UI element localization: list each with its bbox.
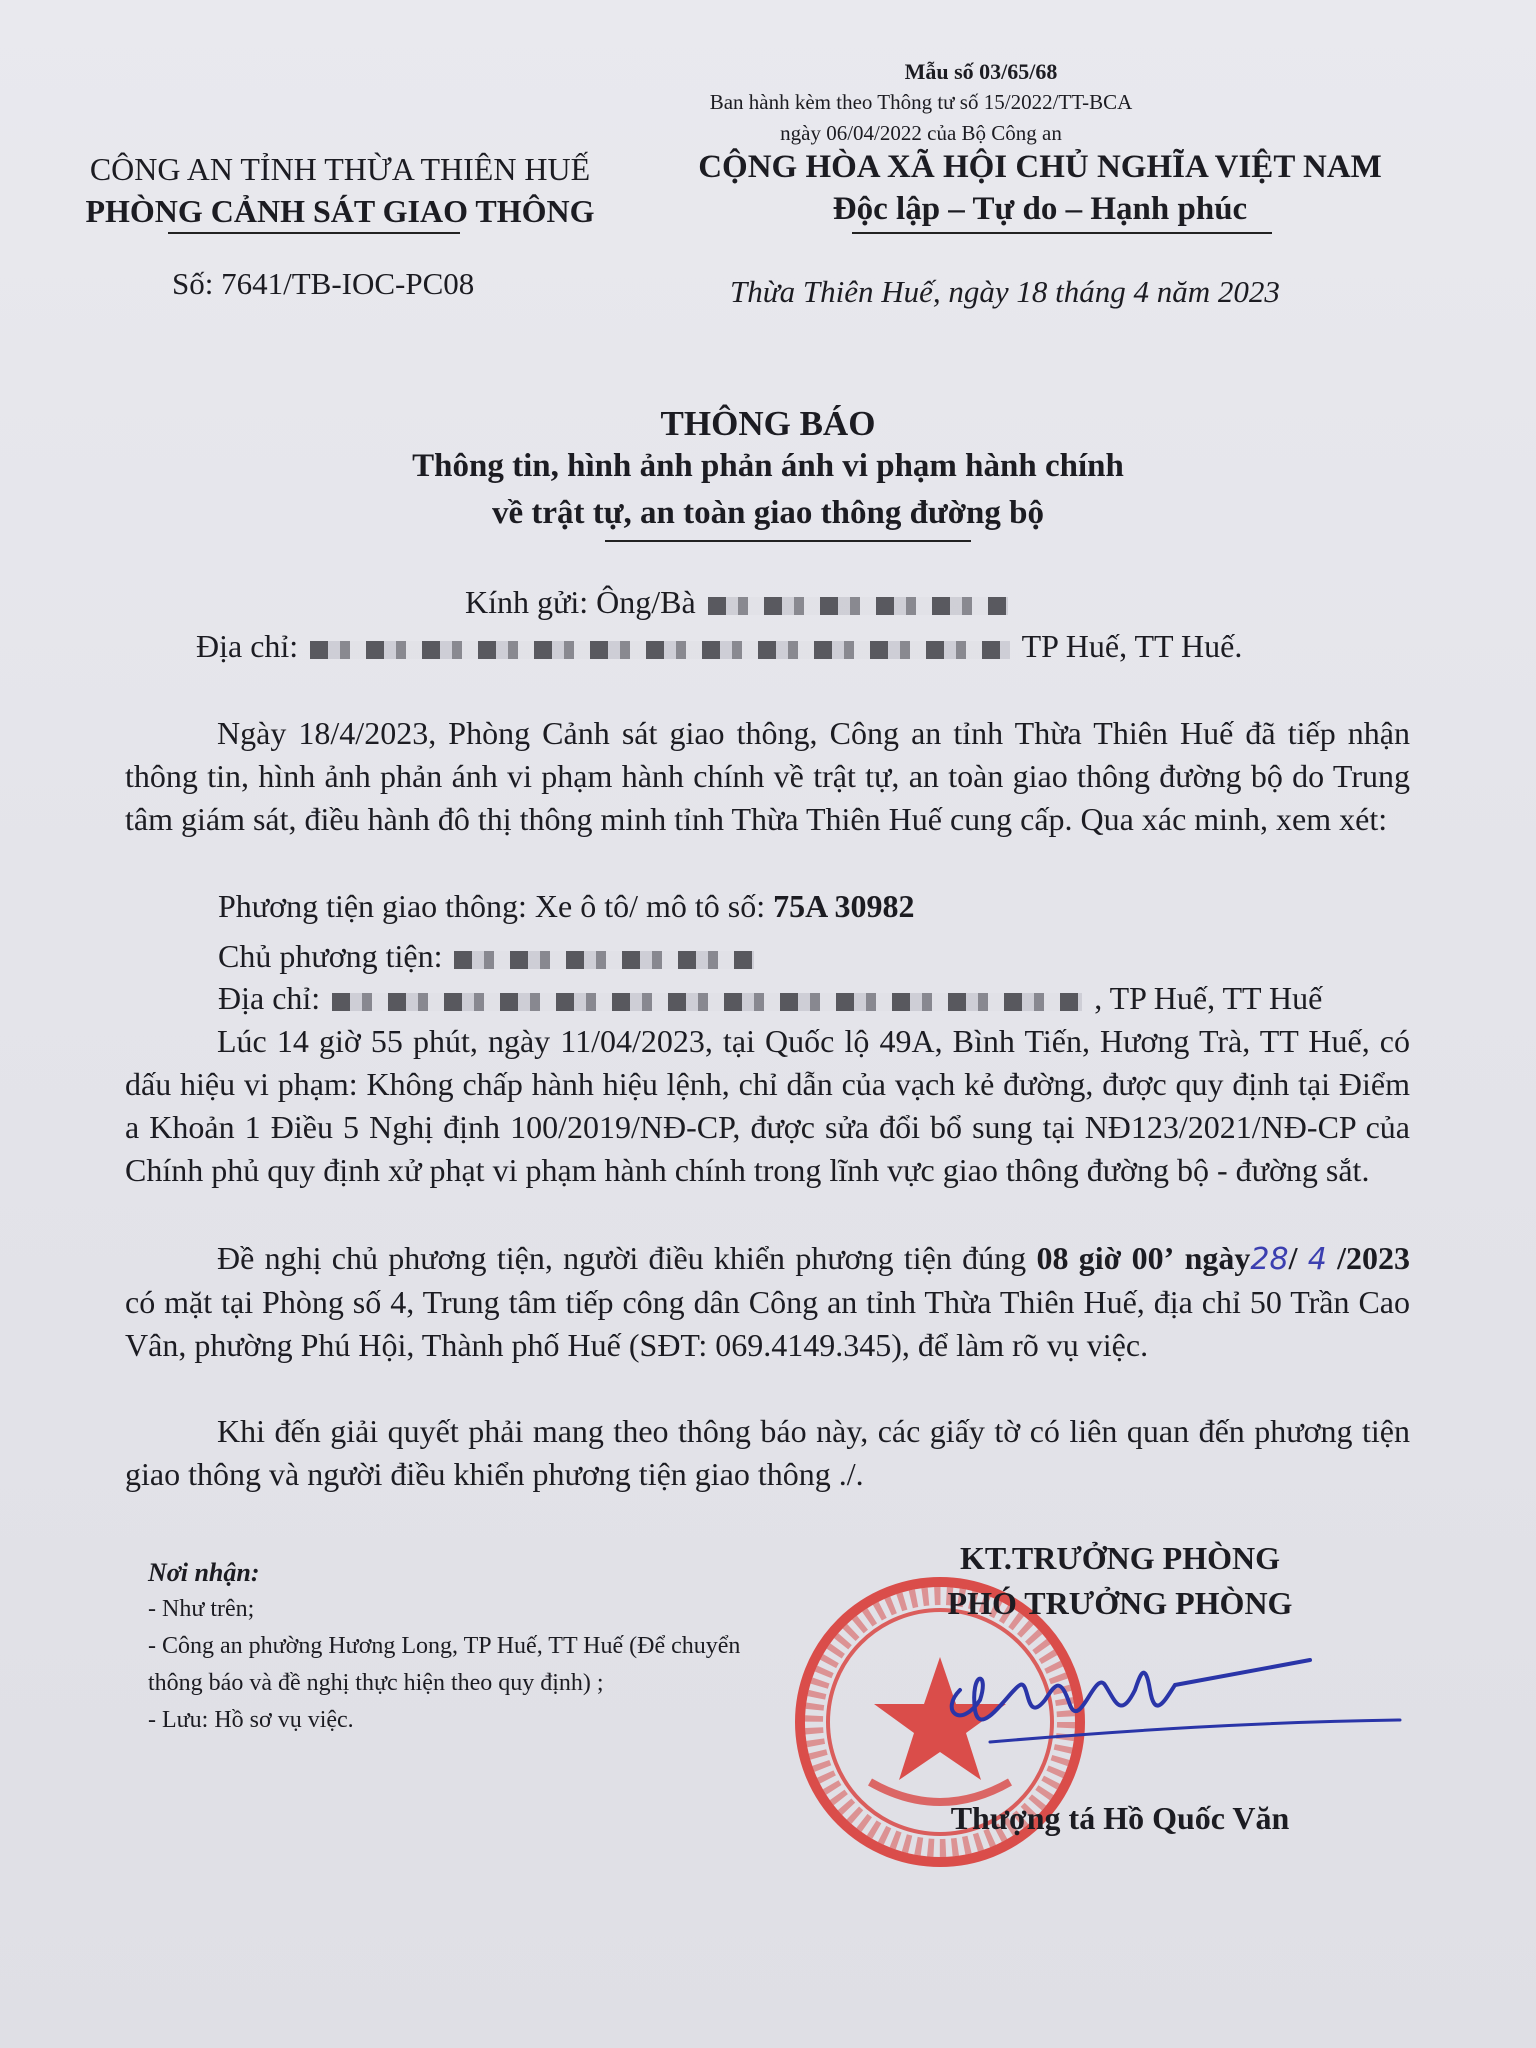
p3-day-label: ngày (1184, 1240, 1251, 1276)
addressee-label: Kính gửi: Ông/Bà (465, 584, 696, 620)
form-number: Mẫu số 03/65/68 (904, 59, 1058, 84)
handwritten-month: 4 (1307, 1242, 1327, 1277)
recipients-block (148, 1554, 748, 1739)
owner-address-label: Địa chỉ: (218, 980, 321, 1016)
notice-subtitle-1: Thông tin, hình ảnh phản ánh vi phạm hành chính (412, 448, 1124, 484)
title-underline (605, 540, 971, 542)
p3-time: 08 giờ 00’ (1036, 1240, 1175, 1276)
body-paragraph-3: Đề nghị chủ phương tiện, người điều khiển phương tiện đúng 08 giờ 00’ ngày28/ 4 /2023 có mặt tại Phòng số 4, Trung tâm tiếp công dân Công an tỉnh Thừa Thiên Huế, địa chỉ 50 Trần Cao Vân, phường Phú Hội, Thành phố Huế (SĐT: 069.4149.345), để làm rõ vụ việc. (125, 1240, 1411, 1363)
redacted-address (310, 641, 1010, 659)
state-header (660, 146, 1420, 230)
addressee-address-line (196, 628, 1242, 665)
state-name: CỘNG HÒA XÃ HỘI CHỦ NGHĨA VIỆT NAM (698, 149, 1382, 185)
address-label: Địa chỉ: (196, 628, 299, 664)
agency-header (40, 148, 640, 232)
body-paragraph-2: Lúc 14 giờ 55 phút, ngày 11/04/2023, tại Quốc lộ 49A, Bình Tiến, Hương Trà, TT Huế, có dấu hiệu vi phạm: Không chấp hành hiệu lệnh, chỉ dẫn của vạch kẻ đường, được quy định tại Điểm a Khoản 1 Điều 5 Nghị định 100/2019/NĐ-CP, được sửa đổi bổ sung tại NĐ123/2021/NĐ-CP của Chính phủ quy định xử phạt vi phạm hành chính trong lĩnh vực giao thông đường bộ - đường sắt. (125, 1023, 1410, 1188)
owner-label: Chủ phương tiện: (218, 938, 443, 974)
p3-rest: có mặt tại Phòng số 4, Trung tâm tiếp công dân Công an tỉnh Thừa Thiên Huế, địa chỉ 50 Trần Cao Vân, phường Phú Hội, Thành phố Huế (SĐT: 069.4149.345), để làm rõ vụ việc. (125, 1284, 1410, 1363)
form-issued-with: Ban hành kèm theo Thông tư số 15/2022/TT-BCA (709, 90, 1133, 114)
notice-subtitle-2: về trật tự, an toàn giao thông đường bộ (491, 495, 1044, 531)
vehicle-label: Phương tiện giao thông: Xe ô tô/ mô tô số: (218, 888, 766, 924)
recipient-item: - Công an phường Hương Long, TP Huế, TT Huế (Để chuyển thông báo và đề nghị thực hiện theo quy định) ; (148, 1633, 741, 1696)
vehicle-plate: 75A 30982 (773, 888, 915, 924)
addressee-line (465, 584, 1012, 621)
recipients-heading: Nơi nhận: (148, 1558, 260, 1587)
owner-address-tail: , TP Huế, TT Huế (1094, 980, 1323, 1016)
signature-title-1: KT.TRƯỞNG PHÒNG (960, 1540, 1280, 1576)
redacted-owner (454, 951, 754, 969)
p3-prefix: Đề nghị chủ phương tiện, người điều khiển phương tiện đúng (217, 1240, 1027, 1276)
body-paragraph-1: Ngày 18/4/2023, Phòng Cảnh sát giao thông, Công an tỉnh Thừa Thiên Huế đã tiếp nhận thông tin, hình ảnh phản ánh vi phạm hành chính về trật tự, an toàn giao thông đường bộ do Trung tâm giám sát, điều hành đô thị thông minh tỉnh Thừa Thiên Huế cung cấp. Qua xác minh, xem xét: (125, 715, 1410, 837)
recipient-item: - Lưu: Hồ sơ vụ việc. (148, 1707, 354, 1733)
signer-name: Thượng tá Hồ Quốc Văn (950, 1800, 1290, 1836)
state-motto: Độc lập – Tự do – Hạnh phúc (832, 191, 1248, 227)
recipient-item: - Như trên; (148, 1596, 255, 1622)
owner-line (218, 938, 758, 975)
motto-underline (852, 232, 1272, 234)
notice-title: THÔNG BÁO (660, 404, 876, 443)
place-date: Thừa Thiên Huế, ngày 18 tháng 4 năm 2023 (730, 274, 1280, 309)
p3-year: /2023 (1337, 1240, 1411, 1276)
vehicle-line (218, 888, 914, 925)
agency-parent: CÔNG AN TỈNH THỪA THIÊN HUẾ (89, 151, 591, 187)
signature-title-2: PHÓ TRƯỞNG PHÒNG (947, 1585, 1293, 1621)
address-tail: TP Huế, TT Huế. (1021, 628, 1243, 664)
agency-underline (168, 232, 460, 234)
redacted-name (708, 597, 1008, 615)
form-issued-date: ngày 06/04/2022 của Bộ Công an (780, 121, 1062, 145)
form-reference (631, 56, 1211, 149)
redacted-owner-address (332, 993, 1082, 1011)
handwritten-signature-icon (930, 1630, 1410, 1770)
owner-address-line (218, 980, 1322, 1017)
document-number: Số: 7641/TB-IOC-PC08 (172, 266, 475, 301)
handwritten-day: 28 (1250, 1242, 1289, 1277)
body-paragraph-4: Khi đến giải quyết phải mang theo thông báo này, các giấy tờ có liên quan đến phương tiện giao thông và người điều khiển phương tiện giao thông ./. (125, 1413, 1410, 1492)
agency-unit: PHÒNG CẢNH SÁT GIAO THÔNG (85, 193, 595, 229)
